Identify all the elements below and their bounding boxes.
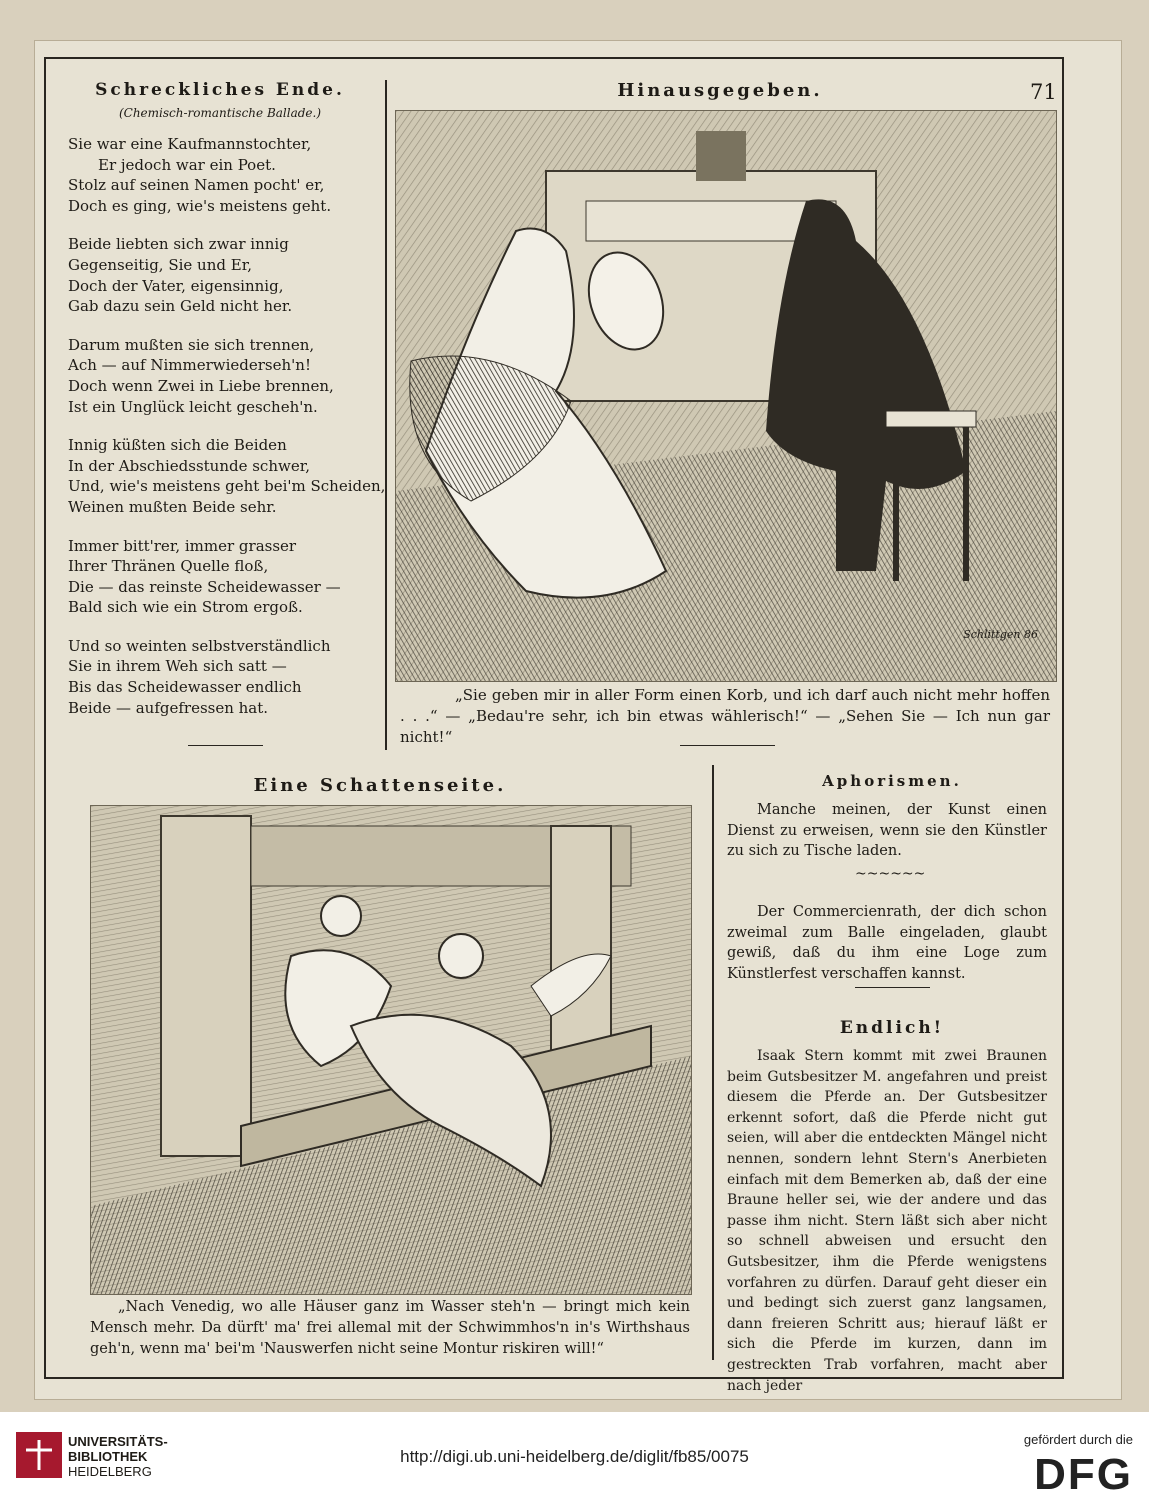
schatten-illustration <box>90 805 692 1295</box>
poem-line: Gegenseitig, Sie und Er, <box>68 255 252 274</box>
poem-line: Und so weinten selbstverständlich <box>68 636 331 655</box>
poem-line: Sie war eine Kaufmannstochter, <box>68 135 312 153</box>
poem-stanza <box>68 636 378 718</box>
poem-line: Stolz auf seinen Namen pocht' er, <box>68 176 325 195</box>
column-rule-bottom <box>712 765 714 1360</box>
poem-body <box>68 134 386 736</box>
poem-line: Doch wenn Zwei in Liebe brennen, <box>68 376 334 395</box>
column-rule-top <box>385 80 387 750</box>
poem-line: Immer bitt'rer, immer grasser <box>68 536 297 555</box>
venice-scene-image <box>91 806 691 1294</box>
library-line-3: HEIDELBERG <box>68 1464 152 1479</box>
poem-line: Ihrer Thränen Quelle floß, <box>68 557 269 576</box>
poem-line: Ist ein Unglück leicht gescheh'n. <box>68 397 318 416</box>
poem-stanza <box>68 234 378 316</box>
schatten-caption: „Nach Venedig, wo alle Häuser ganz im Wasser steh'n — bringt mich kein Mensch mehr. Da dürft' ma' frei allemal mit der Schwimmhos'n in's Wirthshaus geh'n, wenn ma' bei'm 'Nauswerfen nicht seine Montur riskiren will!“ <box>90 1299 690 1357</box>
poem-line: Und, wie's meistens geht bei'm Scheiden, <box>68 477 386 496</box>
endlich-text: Isaak Stern kommt mit zwei Braunen beim Gutsbesitzer M. angefahren und preist diesem die Pferde an. Der Gutsbesitzer erkennt sofort, daß die Pferde nicht gut seien, will aber die entdeckten Mängel nicht nennen, sondern lehnt Stern's Anerbieten einfach mit dem Bemerken ab, daß der eine Braune heller sei, wie der andere und das passe ihm nicht. Stern läßt sich aber nicht so schnell abweisen und ersucht den Gutsbesitzer, ihm die Pferde wenigstens vorfahren zu dürfen. Darauf geht dieser ein und bedingt sich zuerst ganz langsamen, dann freieren Schritt aus; hierauf läßt er sich die Pferde im kurzen, dann im gestreckten Trab vorfahren, macht aber nach jeder <box>727 1048 1047 1394</box>
aphorismen-paragraph-2: Der Commercienrath, der dich schon zweimal zum Balle eingeladen, glaubt gewiß, daß du ihm eine Loge zum Künstlerfest verschaffen kannst. <box>727 904 1047 982</box>
poem-line: Ach — auf Nimmerwiederseh'n! <box>68 356 311 375</box>
endlich-title: Endlich! <box>839 1018 945 1038</box>
library-line-1: UNIVERSITÄTS- <box>68 1434 168 1449</box>
hinaus-caption: „Sie geben mir in aller Form einen Korb, und ich darf auch nicht mehr hoffen . . .“ — „Bedau're sehr, ich bin etwas wählerisch!“ — „Sehen Sie — Ich nun gar nicht!“ <box>400 686 1050 746</box>
permalink-url[interactable]: http://digi.ub.uni-heidelberg.de/diglit/fb85/0075 <box>400 1447 749 1466</box>
poem-stanza <box>68 435 386 517</box>
poem-line: In der Abschiedsstunde schwer, <box>68 456 310 475</box>
funded-by-label: gefördert durch die <box>1023 1432 1133 1447</box>
poem-title: Schreckliches Ende. <box>95 80 345 100</box>
dfg-logo: DFG <box>1034 1450 1133 1499</box>
poem-line: Weinen mußten Beide sehr. <box>68 497 277 516</box>
poem-line: Er jedoch war ein Poet. <box>98 155 276 174</box>
poem-stanza <box>68 536 378 618</box>
poem-line: Darum mußten sie sich trennen, <box>68 335 315 354</box>
poem-line: Doch der Vater, eigensinnig, <box>68 276 284 295</box>
aphorismen-divider: ~~~~~~ <box>855 866 926 882</box>
library-line-2: BIBLIOTHEK <box>68 1449 148 1464</box>
hinaus-illustration <box>395 110 1057 682</box>
poem-line: Beide — aufgefressen hat. <box>68 698 269 717</box>
parlor-scene-image <box>396 111 1056 681</box>
poem-line: Innig küßten sich die Beiden <box>68 436 287 455</box>
poem-line: Beide liebten sich zwar innig <box>68 235 289 254</box>
poem-line: Die — das reinste Scheidewasser — <box>68 577 341 596</box>
poem-line: Doch es ging, wie's meistens geht. <box>68 196 332 215</box>
schatten-title: Eine Schattenseite. <box>253 775 507 796</box>
poem-stanza <box>68 134 378 216</box>
aphorismen-title: Aphorismen. <box>822 772 962 790</box>
aphorismen-paragraph-1: Manche meinen, der Kunst einen Dienst zu erweisen, wenn sie den Künstler zu sich zu Tische laden. <box>727 802 1047 860</box>
poem-stanza <box>68 335 378 417</box>
aphorismen-rule <box>855 987 930 988</box>
page-number: 71 <box>1030 80 1057 104</box>
hinaus-title: Hinausgegeben. <box>617 80 823 101</box>
poem-line: Bald sich wie ein Strom ergoß. <box>68 598 303 617</box>
poem-line: Gab dazu sein Geld nicht her. <box>68 297 293 316</box>
poem-line: Bis das Scheidewasser endlich <box>68 678 302 697</box>
poem-subtitle: (Chemisch-romantische Ballade.) <box>118 106 322 120</box>
artist-signature: Schlittgen 86 <box>963 628 1038 641</box>
section-rule-left <box>188 745 263 746</box>
poem-line: Sie in ihrem Weh sich satt — <box>68 657 287 676</box>
